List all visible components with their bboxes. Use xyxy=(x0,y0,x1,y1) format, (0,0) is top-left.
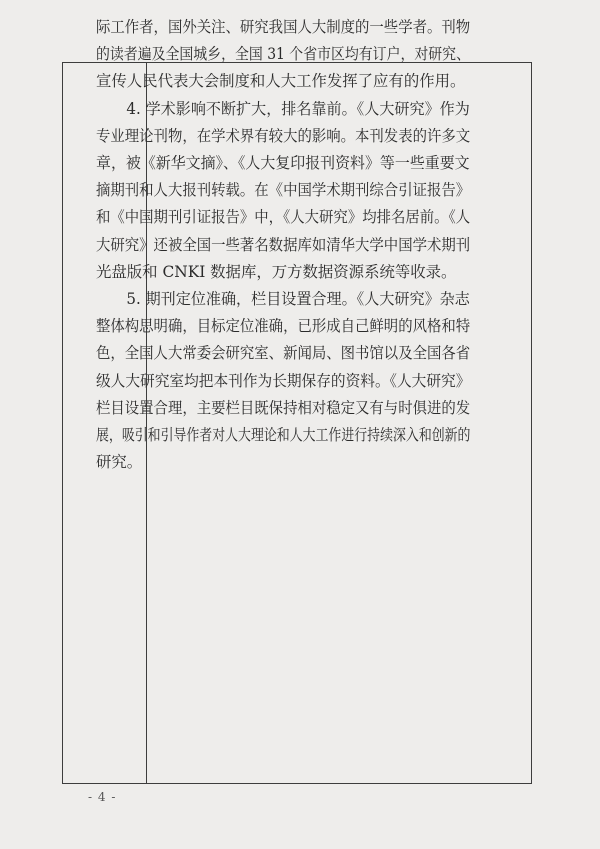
text-line: 研究。 xyxy=(96,453,143,472)
page-number: - 4 - xyxy=(88,790,117,804)
text-line: 的读者遍及全国城乡，全国 31 个省市区均有订户，对研究、 xyxy=(96,45,470,64)
text-line: 和《中国期刊引证报告》中，《人大研究》均排名居前。《人 xyxy=(96,208,471,227)
text-line: 宣传人民代表大会制度和人大工作发挥了应有的作用。 xyxy=(96,72,466,91)
text-line: 级人大研究室均把本刊作为长期保存的资料。《人大研究》 xyxy=(96,371,471,390)
text-line: 展，吸引和引导作者对人大理论和人大工作进行持续深入和创新的 xyxy=(96,426,471,445)
text-line: 5. 期刊定位准确，栏目设置合理。《人大研究》杂志 xyxy=(126,290,470,309)
text-line: 际工作者，国外关注、研究我国人大制度的一些学者。刊物 xyxy=(96,18,471,36)
text-line: 色，全国人大常委会研究室、新闻局、图书馆以及全国各省 xyxy=(96,344,471,363)
text-line: 章，被《新华文摘》、《人大复印报刊资料》等一些重要文 xyxy=(96,154,470,173)
document-body-text xyxy=(96,14,470,476)
text-line: 栏目设置合理，主要栏目既保持相对稳定又有与时俱进的发 xyxy=(96,398,471,417)
text-line: 4. 学术影响不断扩大，排名靠前。《人大研究》作为 xyxy=(126,99,470,118)
text-line: 摘期刊和人大报刊转载。在《中国学术期刊综合引证报告》 xyxy=(96,181,471,200)
text-line: 光盘版和 CNKI 数据库，万方数据资源系统等收录。 xyxy=(96,262,457,281)
text-line: 专业理论刊物，在学术界有较大的影响。本刊发表的许多文 xyxy=(96,126,471,145)
text-line: 大研究》还被全国一些著名数据库如清华大学中国学术期刊 xyxy=(96,235,471,254)
text-line: 整体构思明确，目标定位准确，已形成自己鲜明的风格和特 xyxy=(96,317,471,336)
